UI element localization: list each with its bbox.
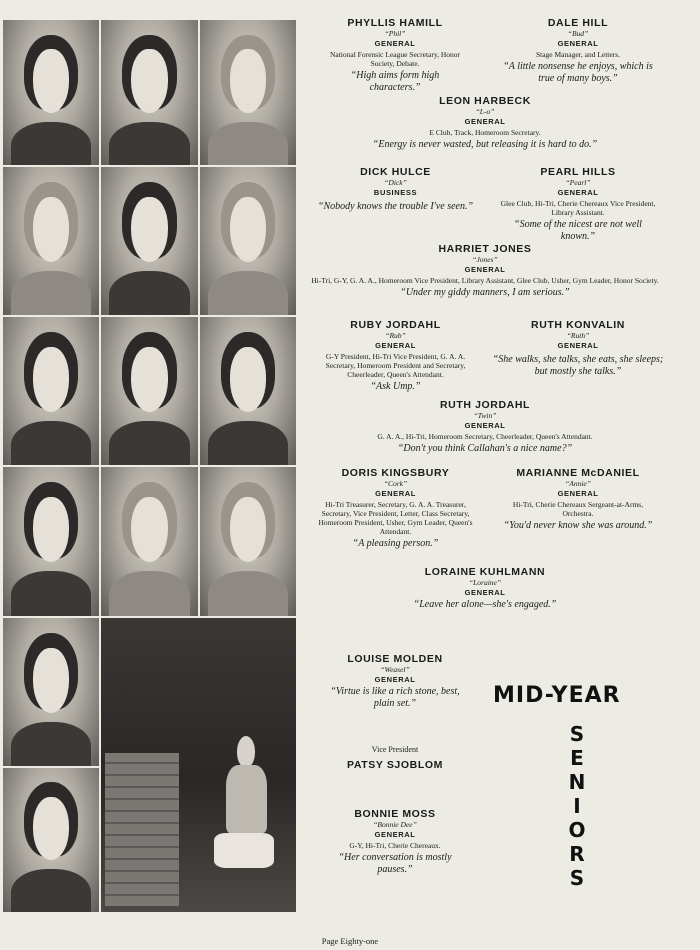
student-quote: “Energy is never wasted, but releasing it is hard to do.” xyxy=(372,139,598,150)
student-activities: National Forensic League Secretary, Honor Society, Debate. xyxy=(329,50,461,68)
student-activities: G-Y President, Hi-Tri Vice President, G. A. A. Secretary, Homeroom President and Secretary, Cheerleader, Queen's Attendant. xyxy=(325,352,466,379)
entry-ruth-jordahl xyxy=(305,399,665,455)
entry-ruth-konvalin xyxy=(492,319,664,377)
student-course: GENERAL xyxy=(464,117,506,126)
student-course: GENERAL xyxy=(557,188,599,197)
page-number: Page Eighty-one xyxy=(321,936,379,946)
student-activities: E Club, Track, Homeroom Secretary. xyxy=(429,128,541,137)
student-quote: “A little nonsense he enjoys, which is true of many boys.” xyxy=(503,61,653,84)
student-activities: Hi-Tri, G-Y, G. A. A., Homeroom Vice President, Library Assistant, Glee Club, Usher, Gym Leader, Honor Society. xyxy=(311,276,659,285)
student-course: GENERAL xyxy=(557,39,599,48)
student-quote: “She walks, she talks, she eats, she sleeps; but mostly she talks.” xyxy=(492,354,664,377)
portrait-photo xyxy=(3,618,99,766)
student-name: DALE HILL xyxy=(547,17,609,29)
portrait-photo xyxy=(101,20,198,165)
student-name: PEARL HILLS xyxy=(540,166,616,178)
student-course: GENERAL xyxy=(464,588,506,597)
student-nickname: “Loraine” xyxy=(468,578,502,587)
entry-loraine-kuhlmann xyxy=(305,566,665,611)
student-quote: “Some of the nicest are not well known.” xyxy=(514,219,642,242)
portrait-photo xyxy=(200,467,296,616)
student-name: DORIS KINGSBURY xyxy=(341,467,450,479)
portrait-photo xyxy=(3,20,99,165)
entry-bonnie-moss xyxy=(305,808,485,875)
portrait-photo xyxy=(101,167,198,315)
student-course: GENERAL xyxy=(374,675,416,684)
student-course: GENERAL xyxy=(464,265,506,274)
student-course: GENERAL xyxy=(557,341,599,350)
student-name: DICK HULCE xyxy=(360,166,431,178)
student-nickname: “Bonnie Dee” xyxy=(373,820,417,829)
entry-dale-hill xyxy=(492,17,664,84)
student-quote: “Her conversation is mostly pauses.” xyxy=(338,852,452,875)
portrait-photo xyxy=(200,317,296,465)
entry-ruby-jordahl xyxy=(308,319,483,393)
student-course: GENERAL xyxy=(557,489,599,498)
student-nickname: “Jones” xyxy=(472,255,498,264)
student-name: BONNIE MOSS xyxy=(354,808,436,820)
fireplace xyxy=(105,753,179,906)
portrait-photo xyxy=(3,768,99,912)
entry-leon-harbeck xyxy=(305,95,665,151)
student-quote: “Virtue is like a rich stone, best, plain set.” xyxy=(330,686,460,709)
portrait-photo xyxy=(200,167,296,315)
student-name: HARRIET JONES xyxy=(438,243,532,255)
student-activities: G. A. A., Hi-Tri, Homeroom Secretary, Cheerleader, Queen's Attendant. xyxy=(377,432,593,441)
seniors-letter: O xyxy=(568,818,586,842)
seniors-heading xyxy=(566,722,588,890)
student-name: MARIANNE McDANIEL xyxy=(516,467,640,479)
student-course: GENERAL xyxy=(374,39,416,48)
portrait-photo xyxy=(3,467,99,616)
student-nickname: “Dick” xyxy=(384,178,407,187)
student-course: GENERAL xyxy=(464,421,506,430)
student-course: GENERAL xyxy=(375,341,416,350)
student-name: PHYLLIS HAMILL xyxy=(347,17,443,29)
entry-dick-hulce xyxy=(308,166,483,213)
student-nickname: “L-o” xyxy=(475,107,495,116)
student-nickname: “Rub” xyxy=(385,331,406,340)
student-name: RUTH KONVALIN xyxy=(531,319,625,331)
seniors-letter: S xyxy=(569,866,585,890)
student-nickname: “Twin” xyxy=(473,411,497,420)
entry-marianne-mcdaniel xyxy=(492,467,664,532)
portrait-photo xyxy=(3,167,99,315)
student-activities: G-Y, Hi-Tri, Cherie Chereaux. xyxy=(349,841,441,850)
student-nickname: “Pearl” xyxy=(565,178,591,187)
officer-title: Vice President xyxy=(371,745,419,754)
student-name: PATSY SJOBLOM xyxy=(347,759,443,771)
seniors-letter: I xyxy=(573,794,581,818)
entry-doris-kingsbury xyxy=(308,467,483,550)
student-course: GENERAL xyxy=(374,830,416,839)
fireplace-scene-photo xyxy=(101,618,296,912)
student-nickname: “Bud” xyxy=(567,29,589,38)
student-activities: Glee Club, Hi-Tri, Cherie Chereaux Vice President, Library Assistant. xyxy=(500,199,656,217)
mid-year-heading: MID-YEAR xyxy=(493,683,621,708)
student-activities: Hi-Tri Treasurer, Secretary, G. A. A. Treasurer, Secretary, Vice President, Letter, Class Secretary, Homeroom President, Usher, Gym Leader, Queen's Attendant. xyxy=(318,500,473,536)
portrait-photo xyxy=(3,317,99,465)
entry-pearl-hills xyxy=(492,166,664,242)
student-quote: “Under my giddy manners, I am serious.” xyxy=(400,287,570,298)
portrait-photo xyxy=(200,20,296,165)
student-nickname: “Phil” xyxy=(384,29,406,38)
student-quote: “Leave her alone—she's engaged.” xyxy=(413,599,557,610)
student-nickname: “Ruth” xyxy=(566,331,590,340)
portrait-photo xyxy=(101,317,198,465)
student-activities: Stage Manager, and Letters. xyxy=(535,50,621,59)
student-quote: “A pleasing person.” xyxy=(352,538,439,549)
student-course: BUSINESS xyxy=(373,188,418,197)
student-name: LOUISE MOLDEN xyxy=(347,653,443,665)
student-nickname: “Cork” xyxy=(383,479,408,488)
entry-louise-molden xyxy=(305,653,485,709)
seniors-letter: N xyxy=(568,770,586,794)
seniors-letter: S xyxy=(569,722,585,746)
seniors-letter: R xyxy=(569,842,585,866)
portrait-photo xyxy=(101,467,198,616)
student-activities: Hi-Tri, Cherie Chereaux Sergeant-at-Arms, Orchestra. xyxy=(512,500,644,518)
student-quote: “You'd never know she was around.” xyxy=(503,520,653,531)
student-name: RUBY JORDAHL xyxy=(350,319,441,331)
entry-phyllis-hamill xyxy=(305,17,485,93)
student-quote: “High aims form high characters.” xyxy=(350,70,440,93)
entry-harriet-jones xyxy=(305,243,665,299)
student-course: GENERAL xyxy=(375,489,416,498)
entry-patsy-sjoblom xyxy=(305,745,485,771)
student-name: RUTH JORDAHL xyxy=(439,399,531,411)
student-name: LEON HARBECK xyxy=(439,95,531,107)
seniors-letter: E xyxy=(570,746,584,770)
seated-student xyxy=(214,736,280,898)
student-nickname: “Weasel” xyxy=(380,665,410,674)
student-name: LORAINE KUHLMANN xyxy=(424,566,546,578)
student-quote: “Don't you think Callahan's a nice name?” xyxy=(397,443,573,454)
student-quote: “Ask Ump.” xyxy=(370,381,421,392)
student-nickname: “Annie” xyxy=(565,479,591,488)
student-quote: “Nobody knows the trouble I've seen.” xyxy=(317,201,474,212)
